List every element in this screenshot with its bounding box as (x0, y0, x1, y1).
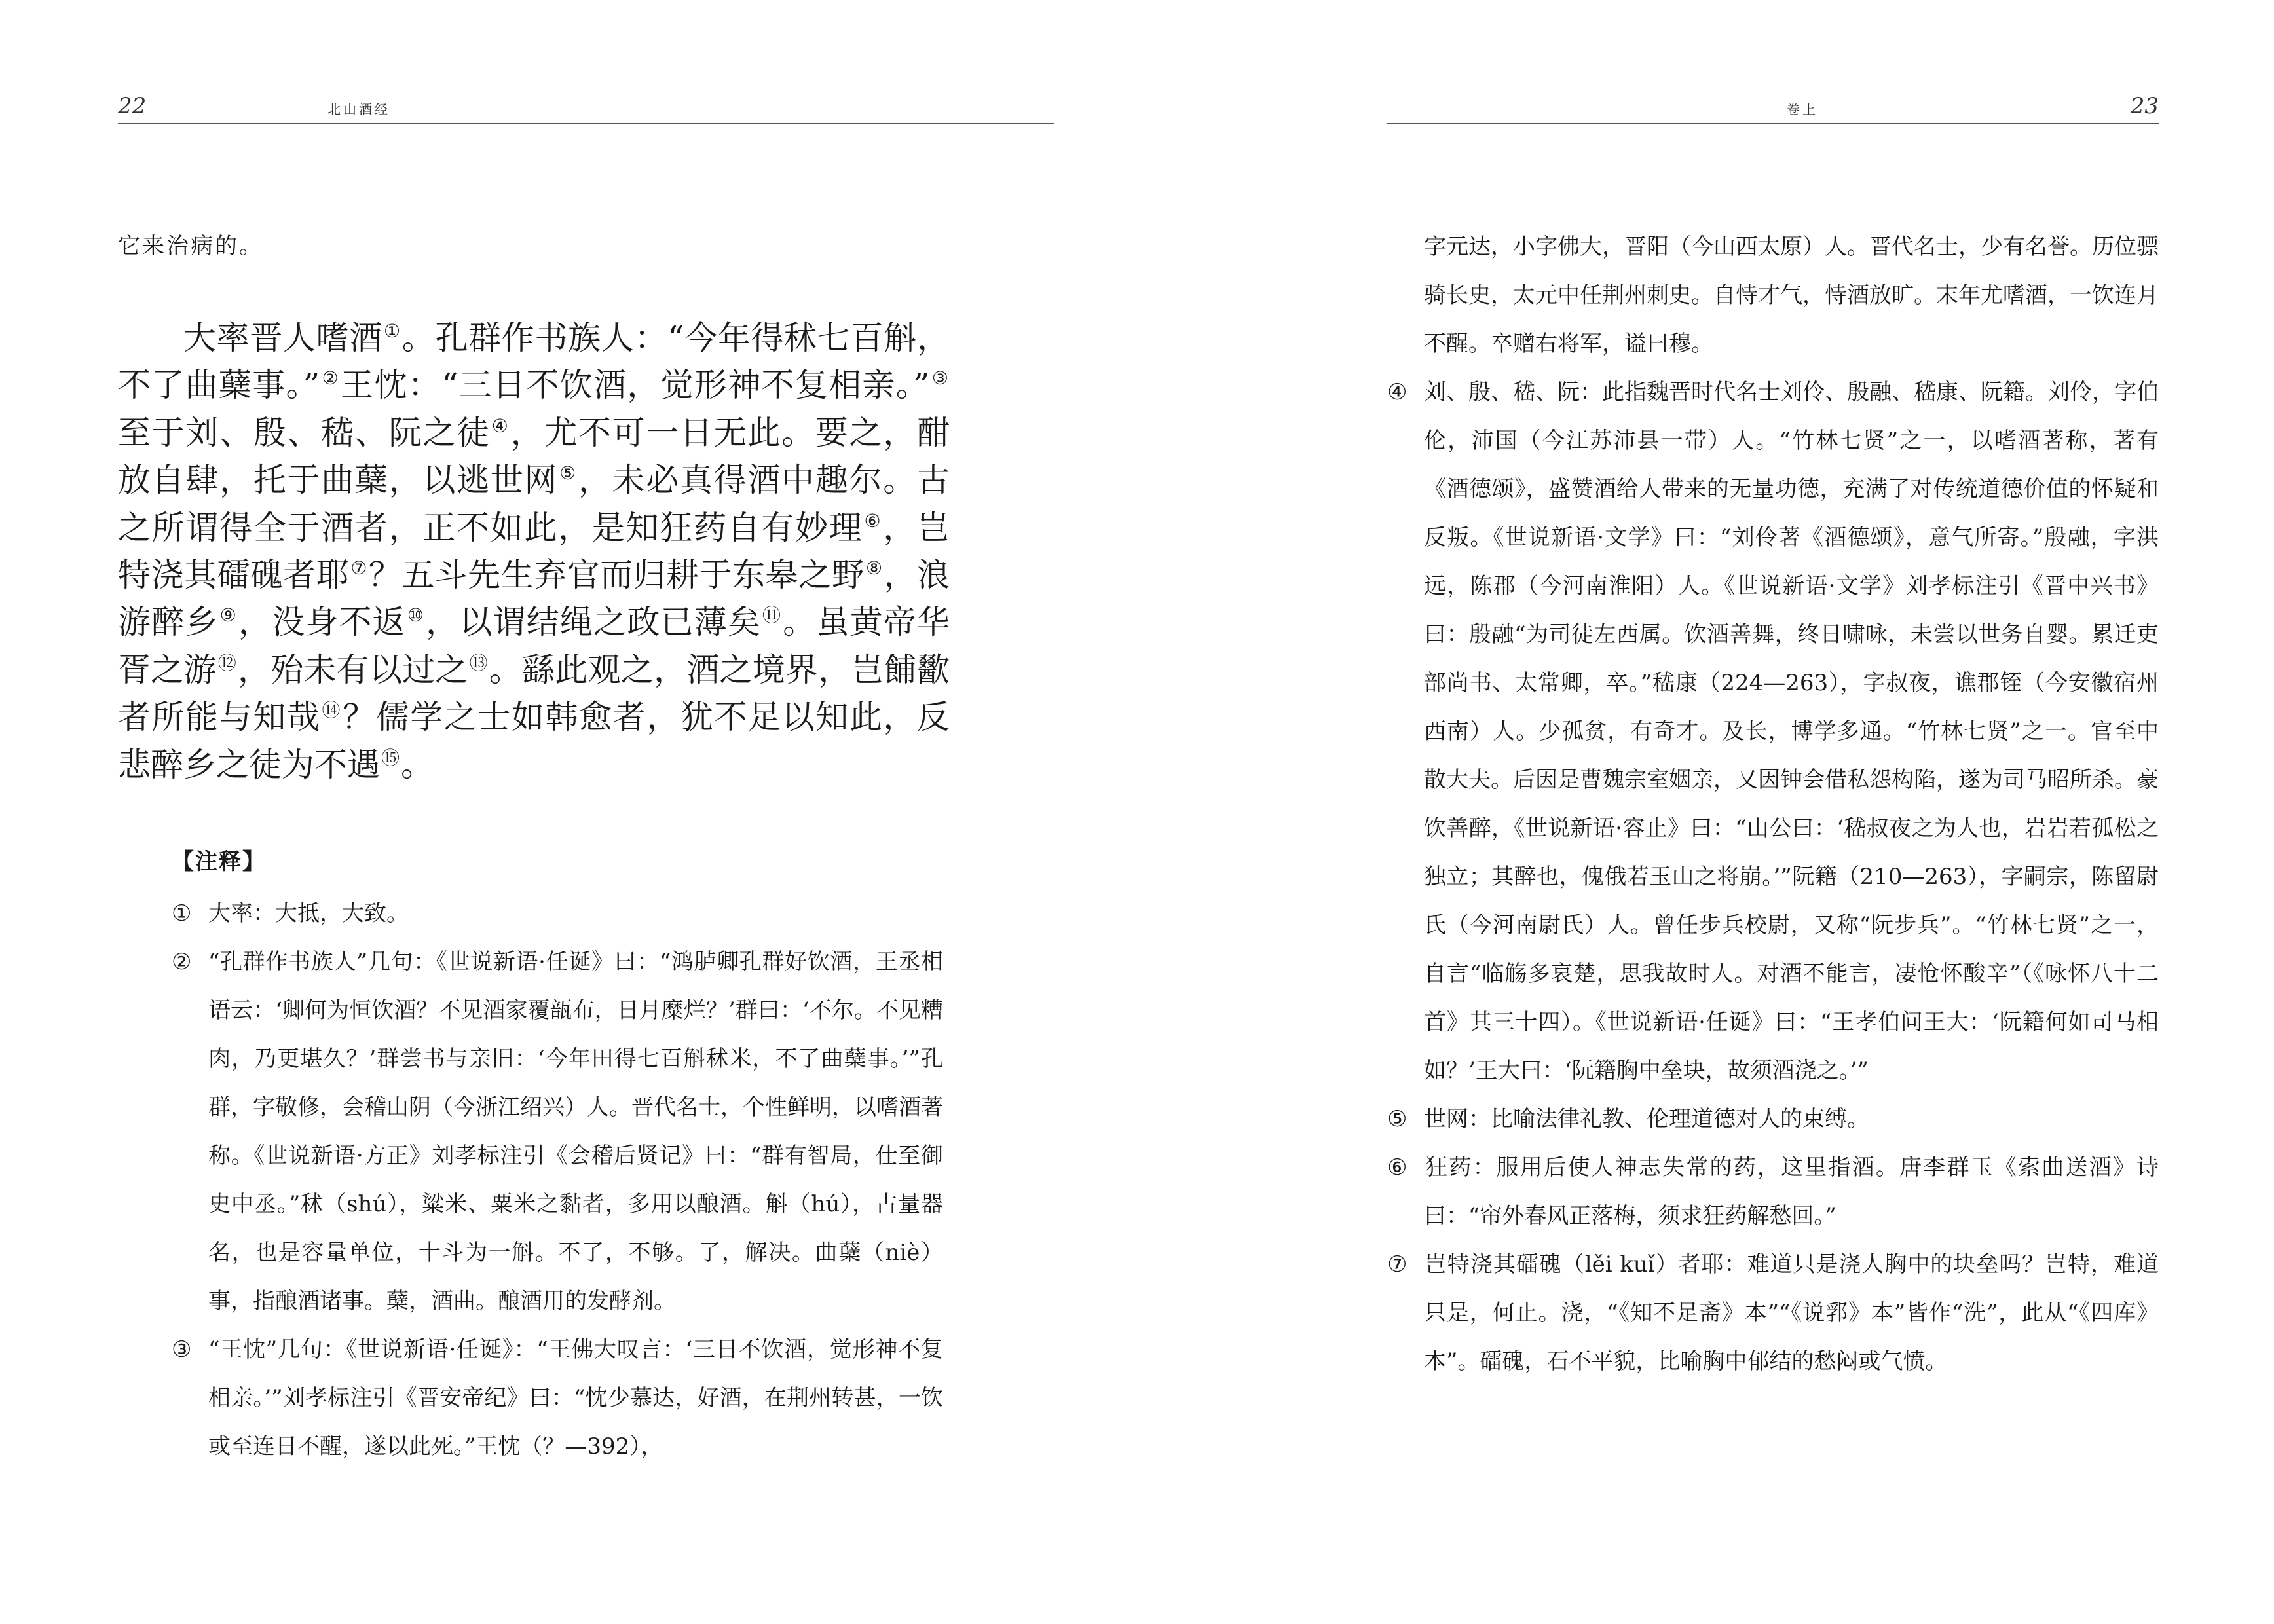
note-item (1387, 1095, 2159, 1143)
footnote-mark: ⑪ (762, 604, 782, 627)
footnote-mark: ⑩ (407, 604, 425, 627)
note-text: “王忱”几句：《世说新语·任诞》：“王佛大叹言：‘三日不饮酒，觉形神不复相亲。’”刘孝标注引《晋安帝纪》曰：“忱少慕达，好酒，在荆州转甚，一饮或至连日不醒，遂以此死。”王忱（？—392）， (208, 1337, 943, 1460)
footnote-mark: ⑭ (322, 699, 342, 722)
note-marker: ③ (172, 1337, 192, 1363)
running-title: 卷上 (1787, 101, 1818, 117)
note-text: 大率：大抵，大致。 (208, 900, 409, 927)
note-item (1387, 368, 2159, 1095)
page-header (1387, 84, 2159, 124)
note-marker: ⑤ (1387, 1106, 1407, 1132)
note-text: 岂特浇其礌磈（lěi kuǐ）者耶：难道只是浇人胸中的块垒吗？岂特，难道只是，何止。浇，“《知不足斋》本”“《说郛》本”皆作“洗”，此从“《四库》本”。礌磈，石不平貌，比喻胸中郁结的愁闷或气愤。 (1424, 1251, 2159, 1375)
note-continuation: 字元达，小字佛大，晋阳（今山西太原）人。晋代名士，少有名誉。历位骠骑长史，太元中任荆州刺史。自恃才气，恃酒放旷。末年尤嗜酒，一饮连月不醒。卒赠右将军，谥曰穆。 (1424, 234, 2159, 357)
page-number: 23 (2130, 93, 2159, 119)
footnote-mark: ① (384, 320, 401, 342)
footnote-mark: ③ (931, 367, 949, 390)
note-marker: ⑦ (1387, 1251, 1407, 1278)
note-marker: ⑥ (1387, 1154, 1407, 1181)
page-number: 22 (118, 93, 147, 119)
footnote-mark: ⑨ (219, 604, 237, 627)
footnote-mark: ⑤ (559, 462, 577, 485)
note-marker: ① (172, 900, 192, 927)
footnote-mark: ⑧ (865, 557, 883, 580)
main-paragraph: 大率晋人嗜酒①。孔群作书族人：“今年得秫七百斛，不了曲蘖事。”②王忱：“三日不饮酒，觉形神不复相亲。”③至于刘、殷、嵇、阮之徒④，尤不可一日无此。要之，酣放自肆，托于曲蘖，以逃世网⑤，未必真得酒中趣尔。古之所谓得全于酒者，正不如此，是知狂药自有妙理⑥，岂特浇其礌磈者耶⑦？五斗先生弃官而归耕于东皋之野⑧，浪游醉乡⑨，没身不返⑩，以谓结绳之政已薄矣⑪。虽黄帝华胥之游⑫，殆未有以过之⑬。繇此观之，酒之境界，岂餔歠者所能与知哉⑭？儒学之士如韩愈者，犹不足以知此，反悲醉乡之徒为不遇⑮。 (118, 319, 950, 784)
running-title: 北山酒经 (327, 101, 390, 117)
footnote-mark: ④ (491, 415, 510, 437)
page-header (118, 84, 1054, 124)
note-item (172, 889, 943, 938)
footnote-mark: ⑬ (469, 652, 488, 674)
note-text: 狂药：服用后使人神志失常的药，这里指酒。唐李群玉《索曲送酒》诗曰：“帘外春风正落梅，须求狂药解愁回。” (1424, 1154, 2159, 1229)
note-item (1387, 1240, 2159, 1386)
note-item (1387, 1143, 2159, 1240)
right-page (1137, 0, 2274, 1624)
footnote-mark: ⑫ (217, 652, 236, 674)
note-text: 世网：比喻法律礼教、伦理道德对人的束缚。 (1424, 1106, 1869, 1132)
footnote-mark: ⑦ (350, 557, 367, 580)
note-item (172, 938, 943, 1325)
note-item (172, 1325, 943, 1471)
footnote-mark: ⑮ (381, 747, 400, 769)
footnote-mark: ② (321, 367, 340, 390)
note-marker: ② (172, 949, 192, 975)
notes-heading: 【注释】 (172, 849, 266, 875)
notes-list (1387, 223, 2159, 1386)
main-text (118, 314, 950, 788)
note-text: 刘、殷、嵇、阮：此指魏晋时代名士刘伶、殷融、嵇康、阮籍。刘伶，字伯伦，沛国（今江苏沛县一带）人。“竹林七贤”之一，以嗜酒著称，著有《酒德颂》，盛赞酒给人带来的无量功德，充满了对传统道德价值的怀疑和反叛。《世说新语·文学》曰：“刘伶著《酒德颂》，意气所寄。”殷融，字洪远，陈郡（今河南淮阳）人。《世说新语·文学》刘孝标注引《晋中兴书》曰：殷融“为司徒左西属。饮酒善舞，终日啸咏，未尝以世务自婴。累迁吏部尚书、太常卿，卒。”嵇康（224—263），字叔夜，谯郡铚（今安徽宿州西南）人。少孤贫，有奇才。及长，博学多通。“竹林七贤”之一。官至中散大夫。后因是曹魏宗室姻亲，又因钟会借私怨构陷，遂为司马昭所杀。豪饮善醉，《世说新语·容止》曰：“山公曰：‘嵇叔夜之为人也，岩岩若孤松之独立；其醉也，傀俄若玉山之将崩。’”阮籍（210—263），字嗣宗，陈留尉氏（今河南尉氏）人。曾任步兵校尉，又称“阮步兵”。“竹林七贤”之一，自言“临觞多哀楚，思我故时人。对酒不能言，凄怆怀酸辛”（《咏怀八十二首》其三十四）。《世说新语·任诞》曰：“王孝伯问王大：‘阮籍何如司马相如？’王大曰：‘阮籍胸中垒块，故须酒浇之。’” (1424, 379, 2159, 1084)
note-marker: ④ (1387, 379, 1407, 405)
note-text: “孔群作书族人”几句：《世说新语·任诞》曰：“鸿胪卿孔群好饮酒，王丞相语云：‘卿何为恒饮酒？不见酒家覆瓿布，日月糜烂？’群曰：‘不尔。不见糟肉，乃更堪久？’群尝书与亲旧：‘今年田得七百斛秫米，不了曲蘖事。’”孔群，字敬修，会稽山阴（今浙江绍兴）人。晋代名士，个性鲜明，以嗜酒著称。《世说新语·方正》刘孝标注引《会稽后贤记》曰：“群有智局，仕至御史中丞。”秫（shú），粱米、粟米之黏者，多用以酿酒。斛（hú），古量器名，也是容量单位，十斗为一斛。不了，不够。了，解决。曲蘖（niè）事，指酿酒诸事。蘖，酒曲。酿酒用的发酵剂。 (208, 949, 943, 1314)
notes-list (172, 889, 943, 1471)
carryover-text: 它来治病的。 (118, 233, 263, 259)
footnote-mark: ⑥ (864, 509, 882, 532)
